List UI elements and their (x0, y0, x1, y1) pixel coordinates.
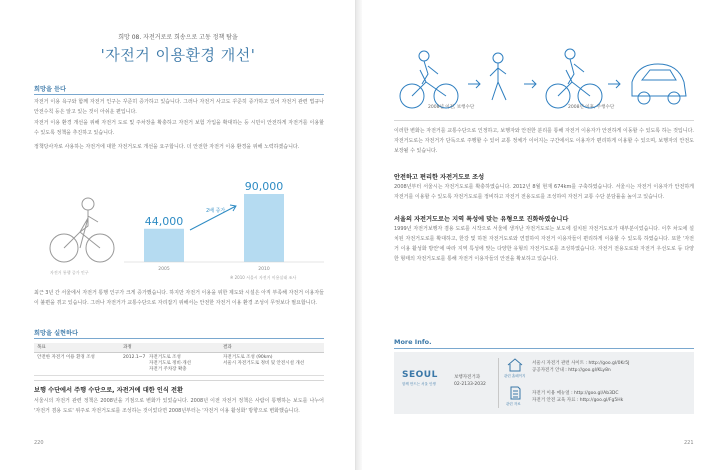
department-name: 보행자전거과 (454, 375, 481, 380)
growth-annotation: 2배 증가 (206, 208, 226, 214)
link-text[interactable]: 자전거 이용 매뉴얼 : http://goo.gl/Ab3DC (532, 391, 619, 396)
table-header-row (34, 343, 324, 352)
more-info-title: More Info. (394, 338, 432, 346)
page-number: 220 (34, 440, 44, 446)
section-title-perception: 보행 수단에서 주행 수단으로, 자전거에 대한 인식 전환 (34, 387, 183, 394)
paragraph: 이러한 변화는 자전거를 교통수단으로 인정하고, 보행자와 안전한 분리를 통해 자전거 이용자가 안전하게 이동할 수 있도록 하는 것입니다. 자전거도로는 자전거가 단독으로 주행할 수 있어 교통 정체가 이어지는 구간에서도 이용자가 편리하게 이용할 수 있으며, 보행자의 안전도 보장될 수 있습니다. (394, 128, 694, 154)
right-page (362, 0, 720, 470)
table-cell-process (120, 352, 220, 375)
table-header-goal: 목표 (34, 343, 120, 352)
category-label: 2005 (158, 267, 170, 272)
left-page (0, 0, 356, 470)
paragraph: 정책당사자로 사용하는 자전거에 대한 자전거도로 개선을 요구합니다. 더 안전한 자전거 이용 환경을 위해 노력하겠습니다. (34, 144, 300, 150)
category-label: 2010 (258, 267, 270, 272)
table-cell-goal: 안전한 자전거 이용 환경 조성 (34, 352, 120, 375)
paragraph: 자전거 이용 욕구와 함께 자전거 인구는 꾸준히 증가하고 있습니다. 그러나 자전거 사고도 꾸준히 증가하고 있어 자전거 관련 법규나 안전수칙 등은 알고 있는 것이 아쉬운 편입니다. (34, 99, 324, 115)
paragraph: 1999년 자전거보행자 겸용 도로를 시작으로 서울에 생겨난 자전거도로는 보도에 설치된 자전거도로가 대부분이었습니다. 이후 차도에 설치된 자전거도로를 확대하고, 한강 및 하천 자전거도로와 연결하여 자전거 이용자들이 편리하게 이용할 수 있도록 하였습니다. 또한 '자전거 이용 활성화 방안'에 따라 지역 특성에 맞는 다양한 유형의 자전거도로를 조성하였습니다. 자전거 전용도로와 자전거 우선도로 등 다양한 형태의 자전거도로를 통해 자전거 이용자들의 안전을 확보하고 있습니다. (394, 226, 694, 262)
seoul-logo: SEOUL (402, 370, 438, 380)
homepage-links (532, 360, 629, 374)
divider (394, 120, 694, 121)
divider (34, 94, 324, 95)
paragraph: 서울시의 자전거 관련 정책은 2008년을 기점으로 변화가 있었습니다. 2008년 이전 자전거 정책은 사람이 통행하는 보도를 나누어 '자전거 겸용 도로' 위주로 자전거도로를 조성하는 것이었다면 2008년부터는 '자전거 이용 활성화' 방향으로 변화했습니다. (34, 398, 324, 414)
process-detail: 자전거도로 조성 자전거도로 정비·개선 자전거 주차장 확충 (149, 354, 191, 372)
bar-value-label: 90,000 (244, 180, 284, 193)
table-cell-result: 자전거도로 조성 (90km) 서울시 자전거도로 정비 및 안전시설 개선 (220, 352, 324, 375)
paragraph: 최근 3년 간 서울에서 자전거 통행 인구가 크게 증가했습니다. 하지만 자전거 이용을 위한 제도와 시설은 아직 부족해 자전거 이용자들이 불편을 겪고 있습니다. 그러나 자전거가 교통수단으로 자리잡기 위해서는 안전한 자전거 이용 환경 조성이 무엇보다 필요합니다. (34, 290, 324, 306)
divider (34, 380, 324, 381)
home-icon (506, 358, 524, 372)
section-title-listen: 희망을 듣다 (34, 86, 67, 93)
table-header-process: 과정 (120, 343, 220, 352)
divider (498, 358, 499, 408)
section-header: 희망 08. 자전거로로 희송으로 고동 정책 탐을 (118, 34, 238, 41)
seoul-slogan: 함께 만드는 서울 인생 (402, 382, 436, 386)
divider (34, 338, 324, 339)
document-icon-label: 관련 자료 (506, 402, 521, 406)
table-header-result: 결과 (220, 343, 324, 352)
department-phone: 02-2133-2032 (454, 382, 486, 387)
document-links (532, 390, 623, 404)
plan-table (34, 343, 324, 376)
table-row (34, 352, 324, 375)
section-title-road-types: 서울의 자전거도로는 지역 특성에 맞는 유형으로 진화하였습니다 (394, 216, 569, 223)
illustration-caption: 자전거 통행 증가 인구 (50, 270, 89, 275)
divider (394, 348, 694, 349)
department-contact (454, 374, 486, 388)
bar-2010 (244, 194, 284, 262)
chart-source: ※ 2010 서울시 자전거 이용실태 조사 (230, 275, 297, 280)
more-info-box (394, 352, 694, 414)
chart-canvas (124, 172, 324, 282)
link-text[interactable]: 서울시 자전거 관련 사이트 : http://goo.gl/0Kr5J (532, 361, 630, 366)
illustration-caption: 2008년 이후, 주행수단 (568, 105, 615, 110)
process-date: 2012.1~7 (123, 354, 146, 360)
illustration-caption: 2008년 이전, 보행수단 (428, 105, 475, 110)
paragraph: 자전거 이용 환경 개선을 위해 자전거 도로 및 주차장을 확충하고 자전거 보험 가입을 확대하는 등 시민이 안전하게 자전거를 이용할 수 있도록 정책을 추진하고 있습니다. (34, 120, 324, 136)
link-text[interactable]: 자전거 안전 교육 자료 : http://goo.gl/Fg5Hk (532, 398, 624, 403)
section-title-realize: 희망을 실현하다 (34, 330, 78, 337)
home-icon-label: 관련 홈페이지 (504, 374, 526, 378)
document-icon (506, 386, 524, 400)
bar-2005 (144, 229, 184, 262)
bar-chart (44, 172, 324, 282)
paragraph: 2008년부터 서울시는 자전거도로를 확충하였습니다. 2012년 8월 현재 674km를 구축하였습니다. 서울시는 자전거 이용자가 안전하게 자전거를 이용할 수 있도록 자전거도로를 정비하고 자전거 전용도로를 조성하여 자전거 교통 수단 분담률을 높이고 있습니다. (394, 184, 694, 200)
bar-value-label: 44,000 (144, 214, 184, 228)
section-title-bike-roads: 안전하고 편리한 자전거도로 조성 (394, 174, 485, 181)
link-text[interactable]: 공공자전거 안내 : http://goo.gl/KLy8n (532, 368, 611, 373)
child-bicycle-illustration (44, 188, 124, 268)
page-title: '자전거 이용환경 개선' (100, 46, 256, 64)
page-number: 221 (684, 440, 694, 446)
